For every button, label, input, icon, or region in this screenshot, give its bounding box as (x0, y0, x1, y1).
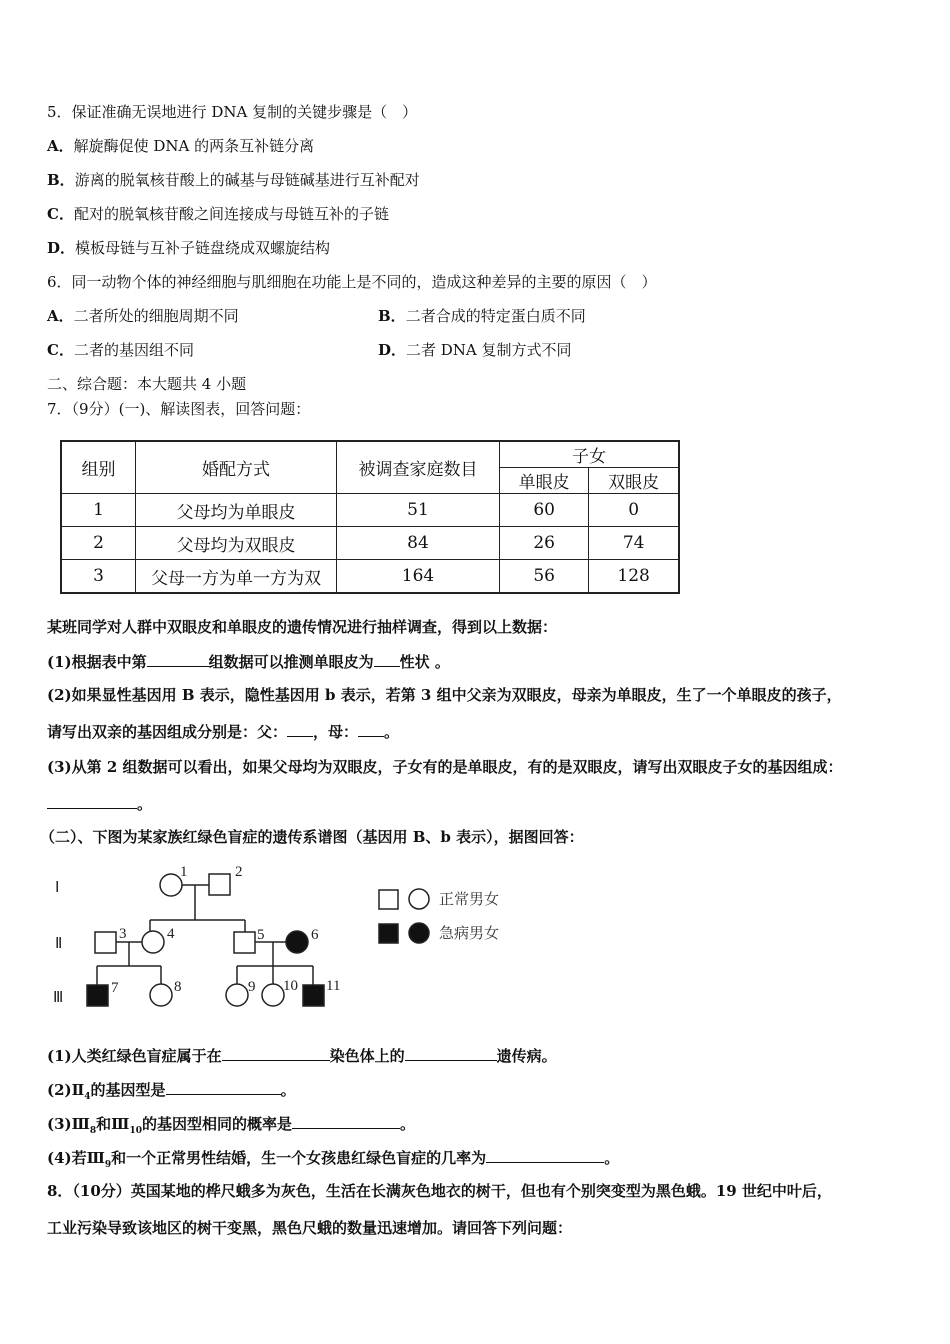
text: 。 (604, 1149, 620, 1167)
header-children: 子女 (500, 441, 680, 468)
individual-number: 9 (248, 979, 256, 995)
option-label: C． (47, 205, 74, 223)
text: 。 (280, 1081, 296, 1099)
cell: 2 (61, 527, 136, 560)
option-label: B． (378, 307, 406, 325)
q7-sub4 (47, 1147, 619, 1175)
answer-blank[interactable] (486, 1147, 604, 1163)
q7-part3-b (47, 793, 152, 814)
q6-option-d[interactable] (378, 340, 572, 360)
pedigree-legend (375, 880, 545, 950)
answer-blank[interactable] (405, 1045, 497, 1061)
q5-option-d[interactable] (47, 238, 330, 258)
individual-number: 8 (174, 979, 182, 995)
q7-part1 (47, 651, 450, 672)
text: 。 (384, 723, 400, 741)
option-text: 二者所处的细胞周期不同 (73, 307, 239, 325)
answer-blank[interactable] (222, 1045, 330, 1061)
q6-option-a[interactable] (47, 306, 239, 326)
answer-blank[interactable] (374, 651, 400, 667)
option-label: C． (47, 341, 74, 359)
text: 和Ⅲ (96, 1115, 130, 1133)
text: (3)Ⅲ (47, 1115, 90, 1133)
cell: 60 (500, 494, 589, 527)
answer-blank[interactable] (287, 721, 313, 737)
subscript: 10 (129, 1126, 142, 1136)
header-group: 组别 (61, 441, 136, 494)
text: (1)根据表中第 (47, 653, 147, 671)
subscript: 9 (104, 1160, 112, 1170)
text: 的基因型相同的概率是 (141, 1115, 292, 1133)
cell: 164 (337, 560, 500, 594)
individual-number: 10 (283, 978, 298, 994)
header-families: 被调查家庭数目 (337, 441, 500, 494)
q6-option-c[interactable] (47, 340, 194, 360)
answer-blank[interactable] (147, 651, 209, 667)
individual-number: 4 (167, 926, 175, 942)
survey-table (60, 440, 680, 594)
option-text: 二者合成的特定蛋白质不同 (405, 307, 586, 325)
subscript: 4 (84, 1092, 91, 1102)
q8-line2: 工业污染导致该地区的树干变黑，黑色尺蛾的数量迅速增加。请回答下列问题： (47, 1219, 573, 1237)
generation-label: Ⅲ (53, 990, 64, 1006)
legend-normal: 正常男女 (439, 892, 500, 908)
cell: 父母均为双眼皮 (136, 527, 337, 560)
text: 请写出双亲的基因组成分别是：父： (47, 723, 288, 741)
text: (1)人类红绿色盲症属于在 (47, 1047, 222, 1065)
cell: 父母均为单眼皮 (136, 494, 337, 527)
cell: 26 (500, 527, 589, 560)
individual-number: 3 (119, 926, 127, 942)
option-label: D． (378, 341, 407, 359)
text: (2)Ⅱ (47, 1081, 85, 1099)
q6-stem: 6．同一动物个体的神经细胞与肌细胞在功能上是不同的，造成这种差异的主要的原因（ ） (47, 273, 657, 291)
q7-sub3 (47, 1113, 415, 1141)
q7-part3: (3)从第 2 组数据可以看出，如果父母均为双眼皮，子女有的是单眼皮，有的是双眼皮，请写出双眼皮子女的基因组成： (47, 758, 843, 776)
option-label: A． (47, 137, 74, 155)
option-text: 游离的脱氧核苷酸上的碱基与母链碱基进行互补配对 (74, 171, 420, 189)
q7-part2-b (47, 721, 399, 742)
option-text: 二者 DNA 复制方式不同 (406, 341, 572, 359)
q7-sub1 (47, 1045, 557, 1066)
text: 组数据可以推测单眼皮为 (208, 653, 374, 671)
option-label: D． (47, 239, 76, 257)
q7-intro: 某班同学对人群中双眼皮和单眼皮的遗传情况进行抽样调查，得到以上数据： (47, 618, 558, 636)
individual-number: 2 (235, 864, 243, 880)
table-row (61, 560, 679, 594)
option-label: A． (47, 307, 74, 325)
option-label: B． (47, 171, 75, 189)
text: 和一个正常男性结婚，生一个女孩患红绿色盲症的几率为 (111, 1149, 487, 1167)
cell: 父母一方为单一方为双 (136, 560, 337, 594)
cell: 51 (337, 494, 500, 527)
q5-option-a[interactable] (47, 136, 314, 156)
cell: 3 (61, 560, 136, 594)
cell: 74 (589, 527, 679, 560)
individual-number: 1 (180, 864, 188, 880)
q5-option-c[interactable] (47, 204, 389, 224)
cell: 128 (589, 560, 679, 594)
individual-number: 7 (111, 980, 119, 996)
cell: 56 (500, 560, 589, 594)
answer-blank[interactable] (47, 793, 137, 809)
individual-number: 5 (257, 927, 265, 943)
cell: 84 (337, 527, 500, 560)
option-text: 解旋酶促使 DNA 的两条互补链分离 (73, 137, 315, 155)
subheader-single: 单眼皮 (500, 468, 589, 494)
q5-stem: 5．保证准确无误地进行 DNA 复制的关键步骤是（ ） (47, 103, 418, 121)
table-row (61, 527, 679, 560)
text: ，母： (313, 723, 359, 741)
option-text: 二者的基因组不同 (73, 341, 194, 359)
section-heading: 二、综合题：本大题共 4 小题 (47, 375, 247, 393)
table-row (61, 494, 679, 527)
header-marriage: 婚配方式 (136, 441, 337, 494)
q7-stem: 7．（9分）(一)、解读图表，回答问题： (47, 400, 311, 418)
text: 。 (137, 795, 153, 813)
q8-line1: 8．（10分）英国某地的桦尺蛾多为灰色，生活在长满灰色地衣的树干，但也有个别突变型为黑色蛾。19 世纪中叶后， (47, 1182, 832, 1200)
text: 的基因型是 (90, 1081, 166, 1099)
answer-blank[interactable] (358, 721, 384, 737)
text: 。 (400, 1115, 416, 1133)
legend-affected: 急病男女 (439, 926, 500, 942)
q7-part2-title: （二）、下图为某家族红绿色盲症的遗传系谱图（基因用 B、b 表示），据图回答： (40, 828, 584, 846)
subscript: 8 (89, 1126, 97, 1136)
q5-option-b[interactable] (47, 170, 420, 190)
text: 染色体上的 (329, 1047, 405, 1065)
option-text: 模板母链与互补子链盘绕成双螺旋结构 (75, 239, 331, 257)
generation-label: Ⅱ (55, 936, 63, 952)
cell: 1 (61, 494, 136, 527)
option-text: 配对的脱氧核苷酸之间连接成与母链互补的子链 (73, 205, 389, 223)
individual-number: 11 (326, 978, 341, 994)
individual-number: 6 (311, 927, 319, 943)
generation-label: Ⅰ (55, 880, 60, 896)
answer-blank[interactable] (166, 1079, 281, 1095)
q6-option-b[interactable] (378, 306, 586, 326)
text: 性状 。 (399, 653, 450, 671)
cell: 0 (589, 494, 679, 527)
q7-sub2 (47, 1079, 296, 1107)
q7-part2: (2)如果显性基因用 B 表示，隐性基因用 b 表示，若第 3 组中父亲为双眼皮，母亲为单眼皮，生了一个单眼皮的孩子， (47, 686, 842, 704)
pedigree-chart (45, 850, 365, 1020)
text: 遗传病。 (496, 1047, 557, 1065)
text: (4)若Ⅲ (47, 1149, 105, 1167)
subheader-double: 双眼皮 (589, 468, 679, 494)
answer-blank[interactable] (292, 1113, 400, 1129)
